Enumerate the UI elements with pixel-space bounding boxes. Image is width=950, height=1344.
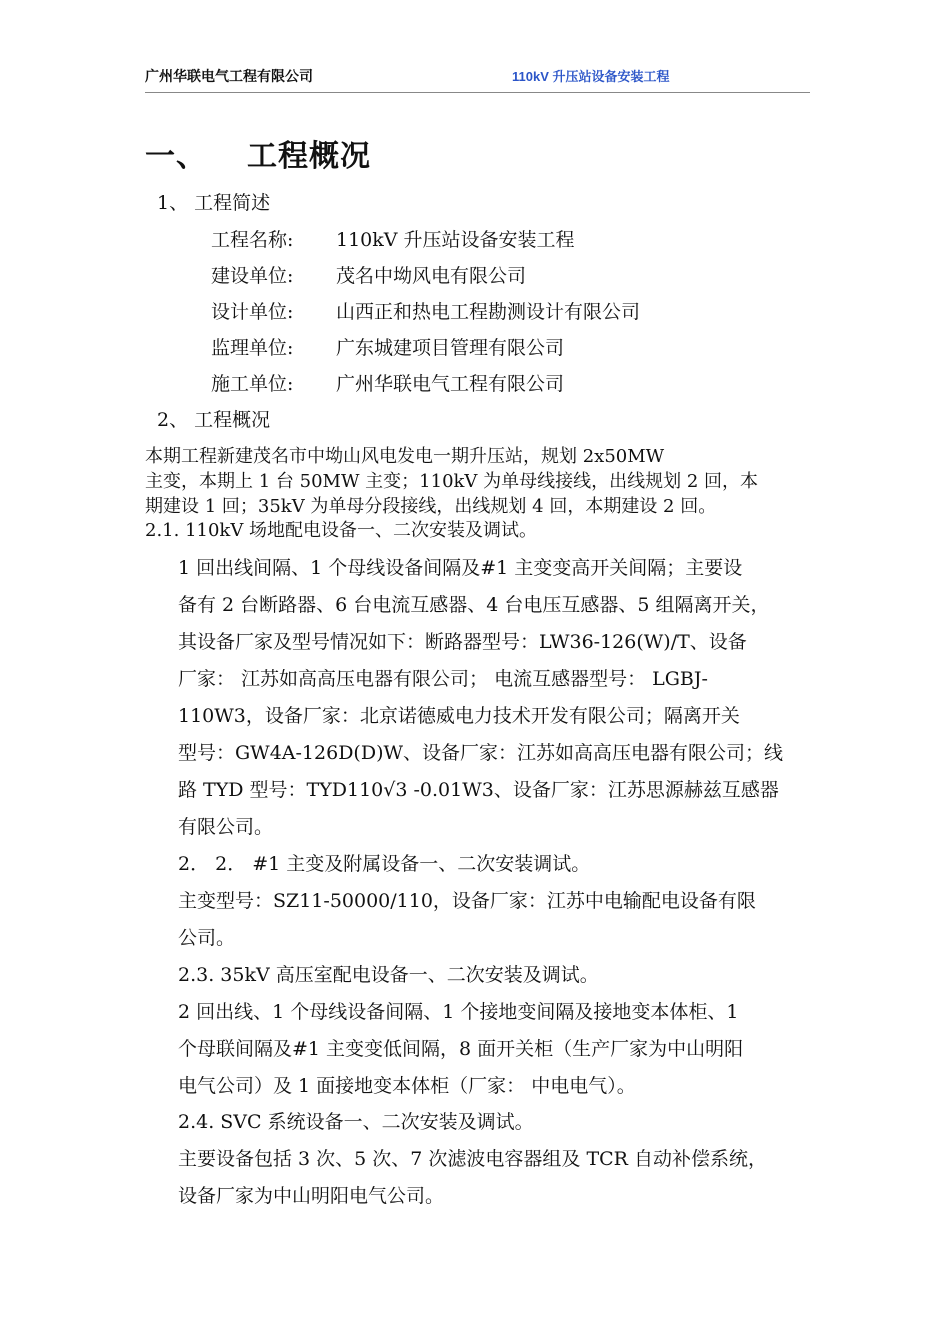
body-line: 个母联间隔及#1 主变变低间隔，8 面开关柜（生产厂家为中山明阳 bbox=[178, 1038, 744, 1060]
header-divider bbox=[145, 92, 810, 93]
body-line: 厂家： 江苏如高高压电器有限公司； 电流互感器型号： LGBJ- bbox=[178, 668, 708, 690]
field-label: 监理单位: bbox=[211, 337, 294, 359]
body-line: 公司。 bbox=[178, 927, 236, 949]
header-company: 广州华联电气工程有限公司 bbox=[145, 68, 313, 84]
body-line: 有限公司。 bbox=[178, 816, 274, 838]
field-value: 广州华联电气工程有限公司 bbox=[336, 373, 565, 395]
body-line: 型号：GW4A-126D(D)W、设备厂家：江苏如高高压电器有限公司；线 bbox=[178, 742, 784, 764]
body-line: 1 回出线间隔、1 个母线设备间隔及#1 主变变高开关间隔；主要设 bbox=[178, 557, 743, 579]
intro-line: 主变，本期上 1 台 50MW 主变；110kV 为单母线接线，出线规划 2 回，本 bbox=[145, 471, 759, 492]
intro-line: 本期工程新建茂名市中坳山风电发电一期升压站，规划 2x50MW bbox=[145, 446, 665, 467]
body-line: 电气公司）及 1 面接地变本体柜（厂家： 中电电气）。 bbox=[178, 1075, 636, 1097]
body-line: 设备厂家为中山明阳电气公司。 bbox=[178, 1185, 445, 1207]
body-line: 路 TYD 型号：TYD110√3 -0.01W3、设备厂家：江苏思源赫兹互感器 bbox=[178, 779, 779, 801]
chapter-heading bbox=[145, 131, 371, 175]
field-label: 建设单位: bbox=[211, 265, 294, 287]
section2-title: 2、 工程概况 bbox=[157, 409, 271, 431]
intro-line: 期建设 1 回；35kV 为单母分段接线，出线规划 4 回，本期建设 2 回。 bbox=[145, 496, 717, 517]
body-line: 主变型号：SZ11-50000/110，设备厂家：江苏中电输配电设备有限 bbox=[178, 890, 756, 912]
field-value: 山西正和热电工程勘测设计有限公司 bbox=[336, 301, 641, 323]
subsection-heading: 2． 2． #1 主变及附属设备一、二次安装调试。 bbox=[178, 853, 591, 875]
body-line: 2 回出线、1 个母线设备间隔、1 个接地变间隔及接地变本体柜、1 bbox=[178, 1001, 739, 1023]
field-label: 施工单位: bbox=[211, 373, 294, 395]
subsection-heading: 2.1. 110kV 场地配电设备一、二次安装及调试。 bbox=[145, 520, 538, 541]
body-line: 主要设备包括 3 次、5 次、7 次滤波电容器组及 TCR 自动补偿系统， bbox=[178, 1148, 768, 1170]
field-value: 广东城建项目管理有限公司 bbox=[336, 337, 565, 359]
body-line: 其设备厂家及型号情况如下：断路器型号：LW36-126(W)/T、设备 bbox=[178, 631, 747, 653]
chapter-title: 工程概况 bbox=[247, 139, 371, 174]
section1-title: 1、 工程简述 bbox=[157, 192, 271, 214]
field-value: 110kV 升压站设备安装工程 bbox=[336, 229, 575, 251]
body-line: 110W3，设备厂家：北京诺德威电力技术开发有限公司；隔离开关 bbox=[178, 705, 740, 727]
chapter-number: 一、 bbox=[145, 139, 207, 174]
subsection-heading: 2.3. 35kV 高压室配电设备一、二次安装及调试。 bbox=[178, 964, 599, 986]
subsection-heading: 2.4. SVC 系统设备一、二次安装及调试。 bbox=[178, 1111, 534, 1133]
header-project: 110kV 升压站设备安装工程 bbox=[512, 69, 670, 84]
body-line: 备有 2 台断路器、6 台电流互感器、4 台电压互感器、5 组隔离开关， bbox=[178, 594, 770, 616]
field-label: 工程名称: bbox=[211, 229, 294, 251]
field-value: 茂名中坳风电有限公司 bbox=[336, 265, 527, 287]
field-label: 设计单位: bbox=[211, 301, 294, 323]
